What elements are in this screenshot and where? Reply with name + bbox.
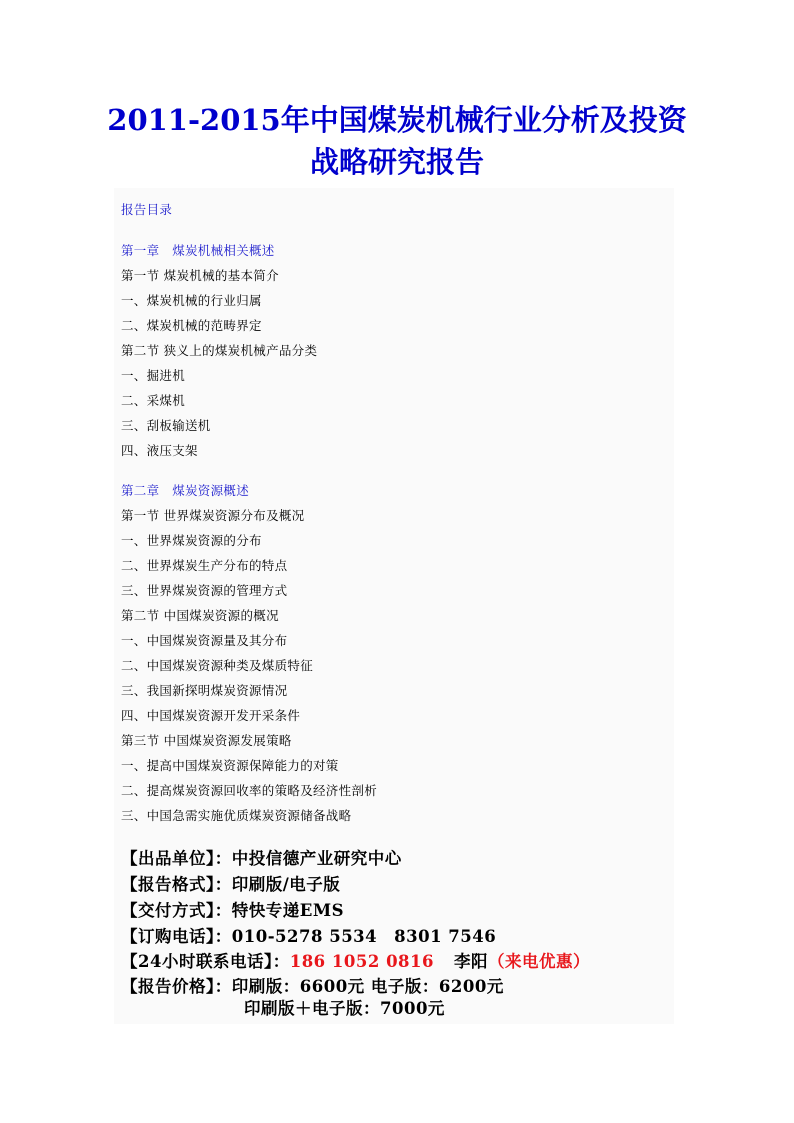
toc-item: 一、煤炭机械的行业归属	[121, 293, 262, 308]
toc-item: 第二节 狭义上的煤炭机械产品分类	[121, 343, 318, 358]
toc-item: 第一节 世界煤炭资源分布及概况	[121, 508, 305, 523]
toc-item: 第二节 中国煤炭资源的概况	[121, 608, 279, 623]
toc-item: 一、掘进机	[121, 368, 186, 383]
toc-item: 二、中国煤炭资源种类及煤质特征	[121, 658, 314, 673]
toc-item: 一、世界煤炭资源的分布	[121, 533, 262, 548]
format-label: 【报告格式】：	[121, 875, 232, 894]
report-title-line-2: 战略研究报告	[309, 145, 484, 179]
delivery-label: 【交付方式】：	[121, 901, 232, 920]
hotline-value: 186 1052 0816	[289, 952, 434, 971]
chapter-1-title: 第一章 煤炭机械相关概述	[121, 243, 275, 258]
hotline-row	[121, 951, 590, 973]
content-panel	[114, 188, 674, 1024]
toc-item: 二、采煤机	[121, 393, 186, 408]
toc-item: 三、我国新探明煤炭资源情况	[121, 683, 288, 698]
publisher-row	[121, 848, 402, 870]
toc-item: 二、提高煤炭资源回收率的策略及经济性剖析	[121, 783, 378, 798]
phone-row	[121, 926, 496, 948]
phone-value: 010-5278 5534 8301 7546	[231, 927, 497, 946]
price-label: 【报告价格】：	[121, 977, 232, 996]
delivery-value: 特快专递EMS	[231, 901, 345, 920]
toc-item: 四、液压支架	[121, 443, 198, 458]
price-line-1: 印刷版：6600元 电子版：6200元	[231, 977, 504, 996]
price-line-2: 印刷版＋电子版：7000元	[244, 999, 445, 1018]
toc-item: 一、提高中国煤炭资源保障能力的对策	[121, 758, 339, 773]
toc-item: 第三节 中国煤炭资源发展策略	[121, 733, 292, 748]
phone-label: 【订购电话】：	[121, 927, 232, 946]
toc-item: 一、中国煤炭资源量及其分布	[121, 633, 288, 648]
hotline-label: 【24小时联系电话】：	[121, 952, 290, 971]
format-row	[121, 874, 340, 896]
toc-item: 第一节 煤炭机械的基本简介	[121, 268, 279, 283]
toc-item: 三、世界煤炭资源的管理方式	[121, 583, 288, 598]
toc-item: 三、刮板输送机	[121, 418, 211, 433]
toc-item: 四、中国煤炭资源开发开采条件	[121, 708, 301, 723]
chapter-2-title: 第二章 煤炭资源概述	[121, 483, 250, 498]
publisher-label: 【出品单位】：	[121, 849, 232, 868]
delivery-row	[121, 900, 344, 922]
report-title-line-1: 2011-2015年中国煤炭机械行业分析及投资	[107, 103, 687, 137]
format-value: 印刷版/电子版	[231, 875, 341, 894]
toc-heading: 报告目录	[121, 202, 173, 217]
toc-item: 三、中国急需实施优质煤炭资源储备战略	[121, 808, 352, 823]
price-row	[121, 976, 504, 998]
toc-item: 二、煤炭机械的范畴界定	[121, 318, 262, 333]
contact-name: 李阳	[454, 952, 488, 971]
publisher-value: 中投信德产业研究中心	[231, 849, 402, 868]
contact-note: （来电优惠）	[488, 952, 590, 971]
toc-item: 二、世界煤炭生产分布的特点	[121, 558, 288, 573]
